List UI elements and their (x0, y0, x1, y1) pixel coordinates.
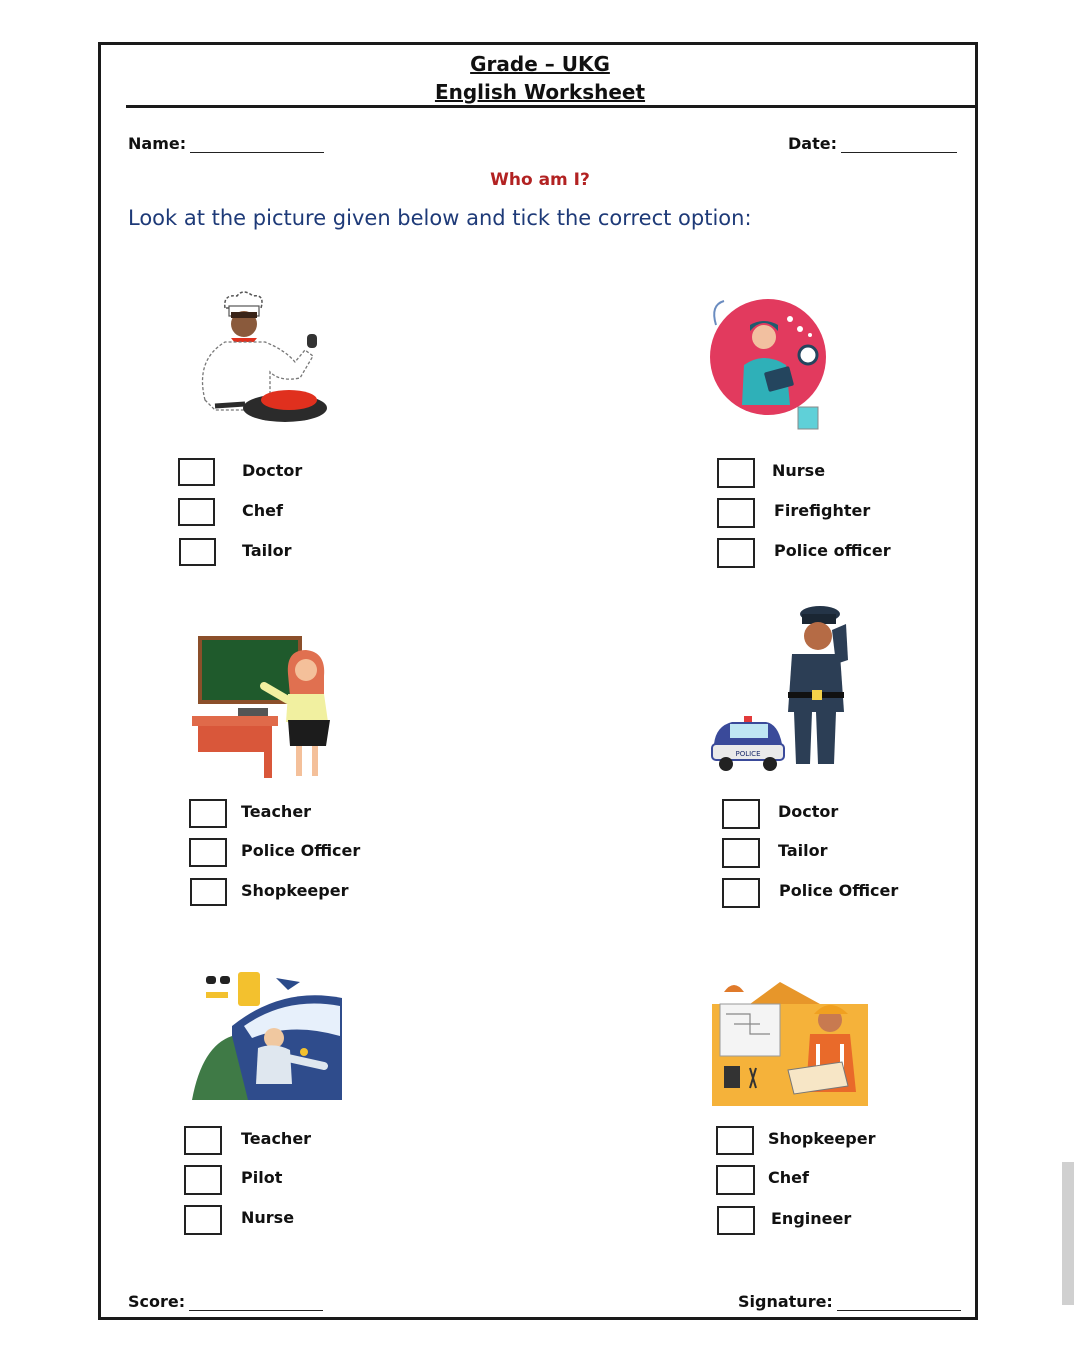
option-label: Firefighter (774, 501, 871, 520)
option-label: Engineer (771, 1209, 852, 1228)
signature-field[interactable] (738, 1292, 961, 1311)
signature-label: Signature: (738, 1292, 833, 1311)
checkbox[interactable] (178, 498, 215, 526)
checkbox[interactable] (184, 1165, 222, 1195)
name-label: Name: (128, 134, 187, 153)
q6-option-3[interactable] (717, 1206, 887, 1234)
engineer-illustration (710, 974, 870, 1108)
checkbox[interactable] (716, 1126, 754, 1155)
checkbox[interactable] (189, 799, 227, 828)
option-label: Pilot (241, 1168, 283, 1187)
option-label: Nurse (772, 461, 826, 480)
q4-option-3[interactable] (722, 878, 912, 906)
option-label: Tailor (242, 541, 292, 560)
pilot-illustration (192, 966, 344, 1102)
date-field[interactable] (788, 134, 957, 153)
q5-option-1[interactable] (184, 1126, 344, 1154)
checkbox[interactable] (189, 838, 227, 867)
option-label: Police officer (774, 541, 891, 560)
signature-blank-line[interactable] (837, 1296, 961, 1311)
q3-option-2[interactable] (189, 838, 369, 866)
option-label: Doctor (242, 461, 303, 480)
checkbox[interactable] (717, 458, 755, 488)
name-blank-line[interactable] (190, 138, 324, 153)
q2-option-2[interactable] (717, 498, 887, 526)
option-label: Teacher (241, 802, 312, 821)
checkbox[interactable] (179, 538, 216, 566)
score-field[interactable] (128, 1292, 323, 1311)
q5-option-2[interactable] (184, 1165, 344, 1193)
grade-title: Grade – UKG (470, 52, 610, 76)
name-field[interactable] (128, 134, 324, 153)
option-label: Chef (242, 501, 283, 520)
checkbox[interactable] (722, 838, 760, 868)
option-label: Chef (768, 1168, 809, 1187)
score-label: Score: (128, 1292, 186, 1311)
q5-option-3[interactable] (184, 1205, 344, 1233)
checkbox[interactable] (717, 498, 755, 528)
date-label: Date: (788, 134, 837, 153)
scrollbar[interactable] (1062, 1162, 1074, 1305)
checkbox[interactable] (722, 799, 760, 829)
option-label: Shopkeeper (241, 881, 349, 900)
nurse-illustration (706, 295, 836, 431)
section-heading: Who am I? (490, 170, 590, 190)
teacher-illustration (190, 636, 336, 784)
checkbox[interactable] (717, 538, 755, 568)
option-label: Nurse (241, 1208, 295, 1227)
header-divider (126, 105, 978, 108)
q1-option-1[interactable] (178, 458, 338, 486)
q6-option-1[interactable] (716, 1126, 886, 1154)
option-label: Police Officer (241, 841, 361, 860)
checkbox[interactable] (184, 1205, 222, 1235)
score-blank-line[interactable] (189, 1296, 323, 1311)
checkbox[interactable] (190, 878, 227, 906)
checkbox[interactable] (178, 458, 215, 486)
option-label: Police Officer (779, 881, 899, 900)
q4-option-2[interactable] (722, 838, 882, 866)
checkbox[interactable] (716, 1165, 755, 1195)
checkbox[interactable] (722, 878, 760, 908)
q6-option-2[interactable] (716, 1165, 876, 1193)
option-label: Tailor (778, 841, 828, 860)
q2-option-3[interactable] (717, 538, 897, 566)
checkbox[interactable] (184, 1126, 222, 1155)
date-blank-line[interactable] (841, 138, 957, 153)
option-label: Shopkeeper (768, 1129, 876, 1148)
police-car-label: POLICE (735, 750, 761, 758)
checkbox[interactable] (717, 1206, 755, 1235)
q3-option-1[interactable] (189, 799, 349, 827)
option-label: Doctor (778, 802, 839, 821)
option-label: Teacher (241, 1129, 312, 1148)
q2-option-1[interactable] (717, 458, 887, 486)
q4-option-1[interactable] (722, 799, 882, 827)
q1-option-2[interactable] (178, 498, 338, 526)
q1-option-3[interactable] (179, 538, 339, 566)
instruction-text: Look at the picture given below and tick the correct option: (128, 206, 752, 230)
worksheet-title: English Worksheet (434, 80, 646, 104)
police-officer-illustration (708, 604, 858, 776)
q3-option-3[interactable] (190, 878, 370, 906)
chef-illustration (185, 290, 335, 430)
